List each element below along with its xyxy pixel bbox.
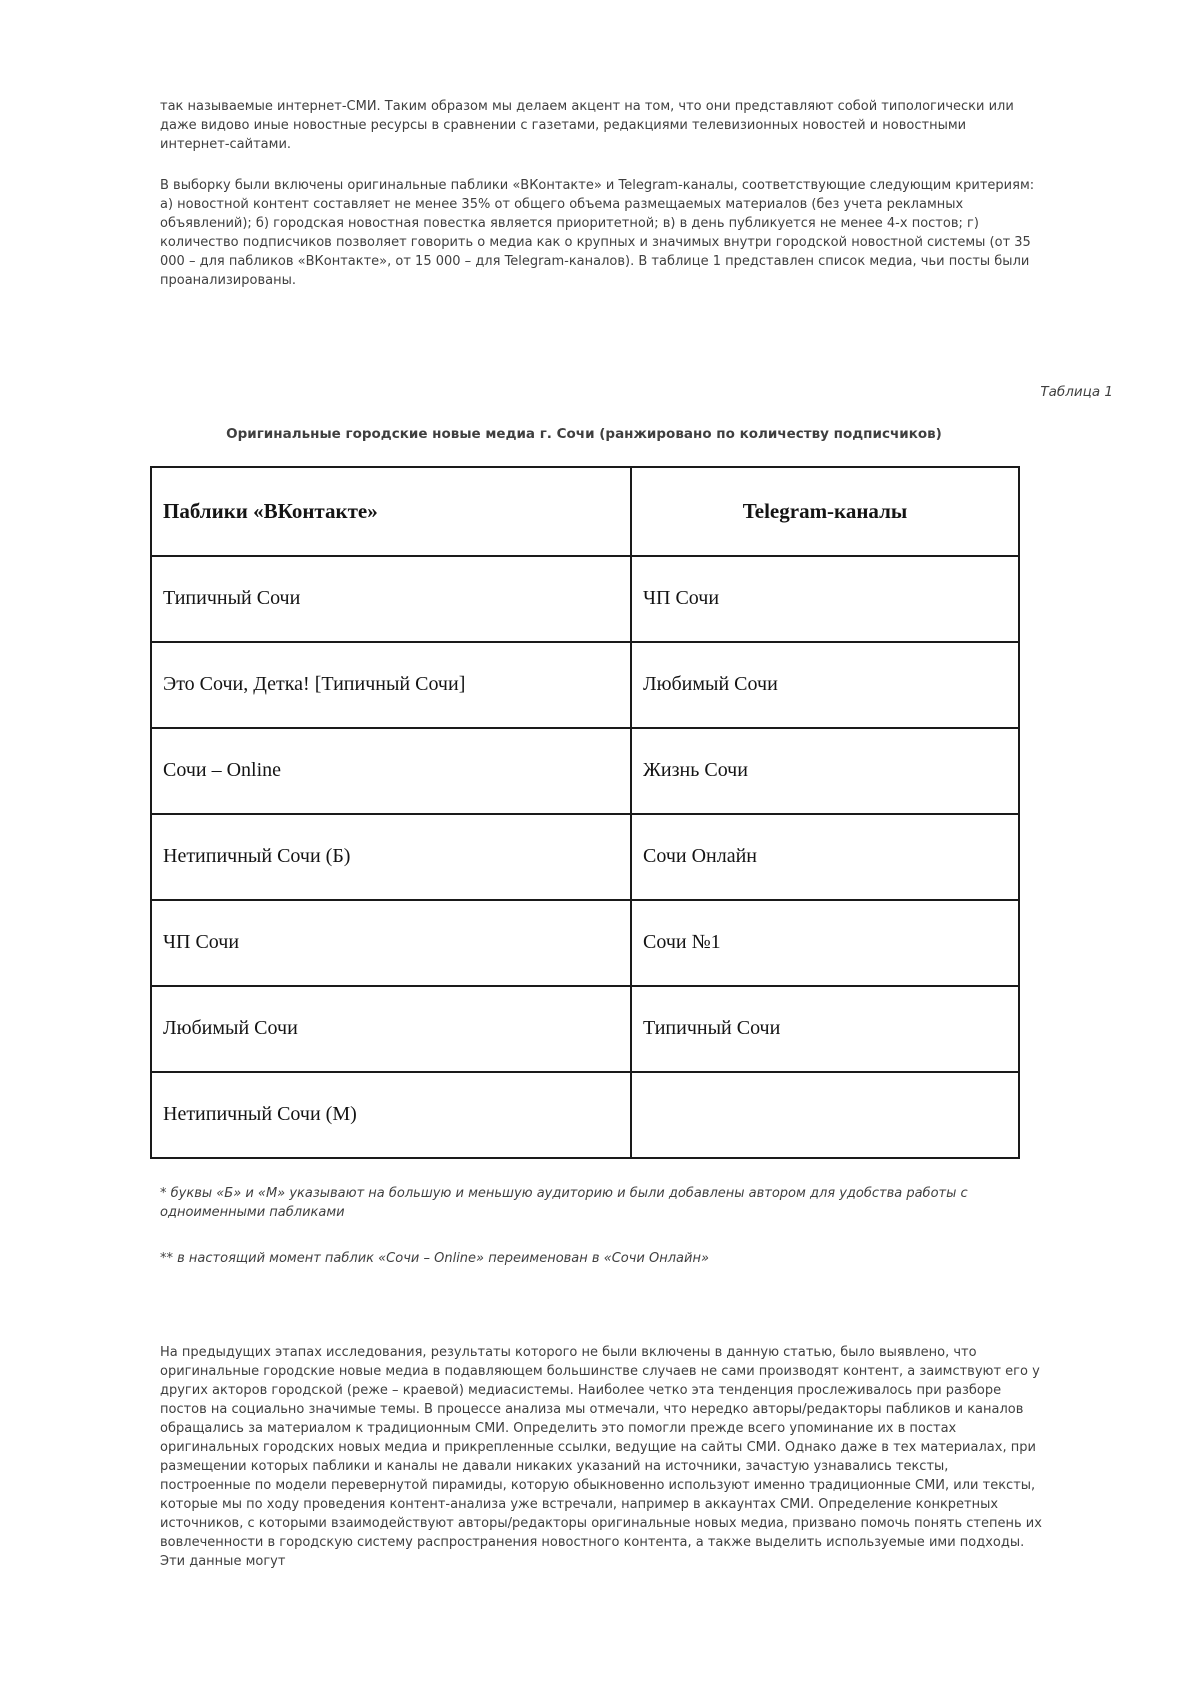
table-row xyxy=(151,642,1019,728)
table-cell: Нетипичный Сочи (М) xyxy=(151,1072,631,1158)
table-cell: Сочи Онлайн xyxy=(631,814,1019,900)
footnote-renamed-public: ** в настоящий момент паблик «Сочи – Online» переименован в «Сочи Онлайн» xyxy=(160,1251,709,1266)
table-cell: Типичный Сочи xyxy=(151,556,631,642)
table-row xyxy=(151,556,1019,642)
table-cell: Любимый Сочи xyxy=(151,986,631,1072)
table-cell: ЧП Сочи xyxy=(631,556,1019,642)
table-cell: Типичный Сочи xyxy=(631,986,1019,1072)
header-vk-publics: Паблики «ВКонтакте» xyxy=(151,467,631,556)
table-row xyxy=(151,986,1019,1072)
table-cell: Сочи №1 xyxy=(631,900,1019,986)
footnote-audience-letters: * буквы «Б» и «М» указывают на большую и меньшую аудиторию и были добавлены автором для удобства работы с одноименными пабликами xyxy=(160,1186,968,1220)
table-cell: Нетипичный Сочи (Б) xyxy=(151,814,631,900)
media-table xyxy=(150,466,1020,1159)
table-row xyxy=(151,1072,1019,1158)
table-title: Оригинальные городские новые медиа г. Сочи (ранжировано по количеству подписчиков) xyxy=(226,426,942,442)
table-row xyxy=(151,814,1019,900)
header-telegram-channels: Telegram-каналы xyxy=(631,467,1019,556)
paragraph-intro: так называемые интернет-СМИ. Таким образом мы делаем акцент на том, что они представляют собой типологически или даже видово иные новостные ресурсы в сравнении с газетами, редакциями телевизионных новостей и новостными интернет-сайтами. xyxy=(160,99,1014,152)
table-cell: Это Сочи, Детка! [Типичный Сочи] xyxy=(151,642,631,728)
table-cell: Сочи – Online xyxy=(151,728,631,814)
table-row xyxy=(151,728,1019,814)
table-header-row xyxy=(151,467,1019,556)
table-number-label: Таблица 1 xyxy=(1040,384,1113,400)
table-cell xyxy=(631,1072,1019,1158)
paragraph-findings: На предыдущих этапах исследования, результаты которого не были включены в данную статью, было выявлено, что оригинальные городские новые медиа в подавляющем большинстве случаев не сами производят контент, а заимствуют его у других акторов городской (реже – краевой) медиасистемы. Наиболее четко эта тенденция прослеживалось при разборе постов на социально значимые темы. В процессе анализа мы отмечали, что нередко авторы/редакторы пабликов и каналов обращались за материалом к традиционным СМИ. Определить это помогли прежде всего упоминание их в постах оригинальных городских новых медиа и прикрепленные ссылки, ведущие на сайты СМИ. Однако даже в тех материалах, при размещении которых паблики и каналы не давали никаких указаний на источники, зачастую узнавались тексты, построенные по модели перевернутой пирамиды, которую обыкновенно используют именно традиционные СМИ, или тексты, которые мы по ходу проведения контент-анализа уже встречали, например в аккаунтах СМИ. Определение конкретных источников, с которыми взаимодействуют авторы/редакторы оригинальные новых медиа, призвано помочь понять степень их вовлеченности в городскую систему распространения новостного контента, а также выделить используемые ими подходы. Эти данные могут xyxy=(160,1345,1042,1569)
table-row xyxy=(151,900,1019,986)
table-cell: Жизнь Сочи xyxy=(631,728,1019,814)
table-cell: ЧП Сочи xyxy=(151,900,631,986)
paragraph-sample-criteria: В выборку были включены оригинальные паблики «ВКонтакте» и Telegram-каналы, соответствующие следующим критериям: а) новостной контент составляет не менее 35% от общего объема размещаемых материалов (без учета рекламных объявлений); б) городская новостная повестка является приоритетной; в) в день публикуется не менее 4-х постов; г) количество подписчиков позволяет говорить о медиа как о крупных и значимых внутри городской новостной системы (от 35 000 – для пабликов «ВКонтакте», от 15 000 – для Telegram-каналов). В таблице 1 представлен список медиа, чьи посты были проанализированы. xyxy=(160,178,1035,288)
table-cell: Любимый Сочи xyxy=(631,642,1019,728)
